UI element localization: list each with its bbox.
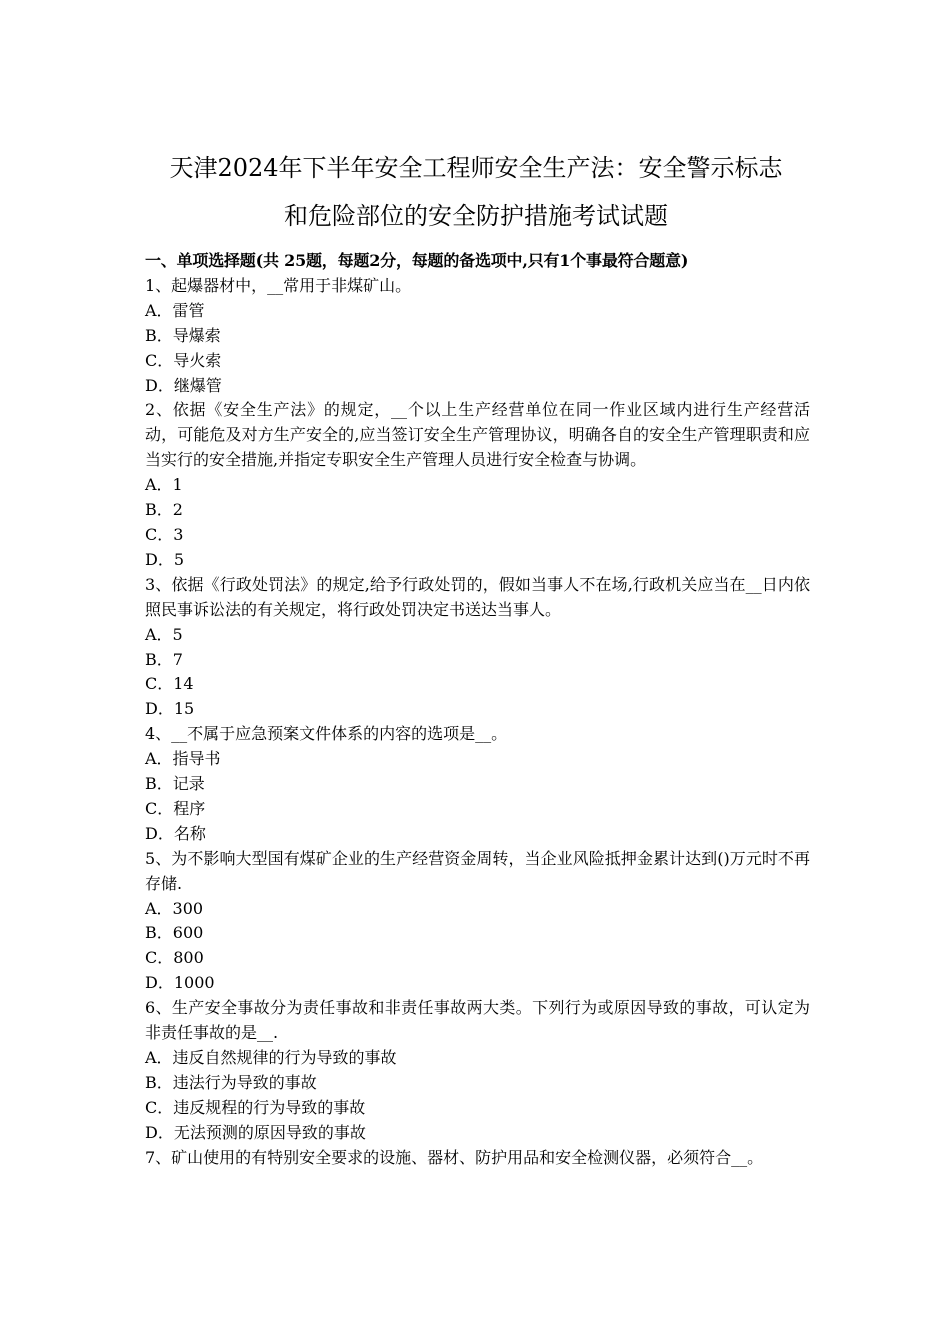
question-text: 1、起爆器材中，__常用于非煤矿山。 (145, 275, 412, 295)
question-text: 7、矿山使用的有特别安全要求的设施、器材、防护用品和安全检测仪器，必须符合__。 (145, 1147, 764, 1167)
option-a: A．1 (145, 475, 183, 495)
question-2 (145, 398, 810, 572)
question-text: 6、生产安全事故分为责任事故和非责任事故两大类。下列行为或原因导致的事故，可认定为非责任事故的是__. (145, 998, 810, 1043)
option-b: B．2 (145, 500, 183, 520)
option-c: C．程序 (145, 798, 206, 818)
question-text: 5、为不影响大型国有煤矿企业的生产经营资金周转，当企业风险抵押金累计达到()万元时不再存储. (145, 848, 810, 893)
option-a: A．违反自然规律的行为导致的事故 (145, 1048, 397, 1067)
option-c: C．导火索 (145, 350, 222, 370)
option-d: D．继爆管 (145, 375, 222, 395)
option-a: A．300 (145, 898, 204, 918)
section-heading: 一、单项选择题(共 25题，每题2分，每题的备选项中,只有1个事最符合题意) (145, 251, 689, 270)
option-c: C．违反规程的行为导致的事故 (145, 1097, 366, 1117)
question-1 (145, 274, 810, 399)
question-5 (145, 847, 810, 996)
document-body (145, 249, 810, 1171)
option-a: A．5 (145, 624, 183, 644)
option-a: A．雷管 (145, 300, 205, 320)
document-title-line-2: 和危险部位的安全防护措施考试试题 (284, 202, 668, 230)
option-b: B．导爆索 (145, 325, 221, 345)
option-c: C．800 (145, 948, 204, 968)
option-d: D．无法预测的原因导致的事故 (145, 1122, 366, 1142)
option-d: D．1000 (145, 973, 215, 993)
option-b: B．7 (145, 649, 183, 669)
option-b: B．违法行为导致的事故 (145, 1072, 317, 1092)
option-c: C．14 (145, 674, 194, 694)
question-4 (145, 722, 810, 847)
document-title-line-1: 天津2024年下半年安全工程师安全生产法：安全警示标志 (169, 154, 783, 182)
option-d: D．名称 (145, 823, 206, 843)
option-a: A．指导书 (145, 749, 221, 769)
question-text: 4、__不属于应急预案文件体系的内容的选项是__。 (145, 724, 508, 744)
option-d: D．15 (145, 699, 195, 719)
option-b: B．记录 (145, 774, 205, 794)
option-d: D．5 (145, 549, 185, 569)
question-3 (145, 573, 810, 722)
question-7 (145, 1146, 810, 1171)
question-6 (145, 996, 810, 1145)
question-text: 3、依据《行政处罚法》的规定,给予行政处罚的，假如当事人不在场,行政机关应当在__日内依照民事诉讼法的有关规定，将行政处罚决定书送达当事人。 (145, 574, 810, 619)
question-text: 2、依据《安全生产法》的规定，__个以上生产经营单位在同一作业区域内进行生产经营活动，可能危及对方生产安全的,应当签订安全生产管理协议，明确各自的安全生产管理职责和应当实行的安全措施,并指定专职安全生产管理人员进行安全检查与协调。 (145, 400, 810, 470)
option-c: C．3 (145, 524, 184, 544)
option-b: B．600 (145, 923, 204, 943)
